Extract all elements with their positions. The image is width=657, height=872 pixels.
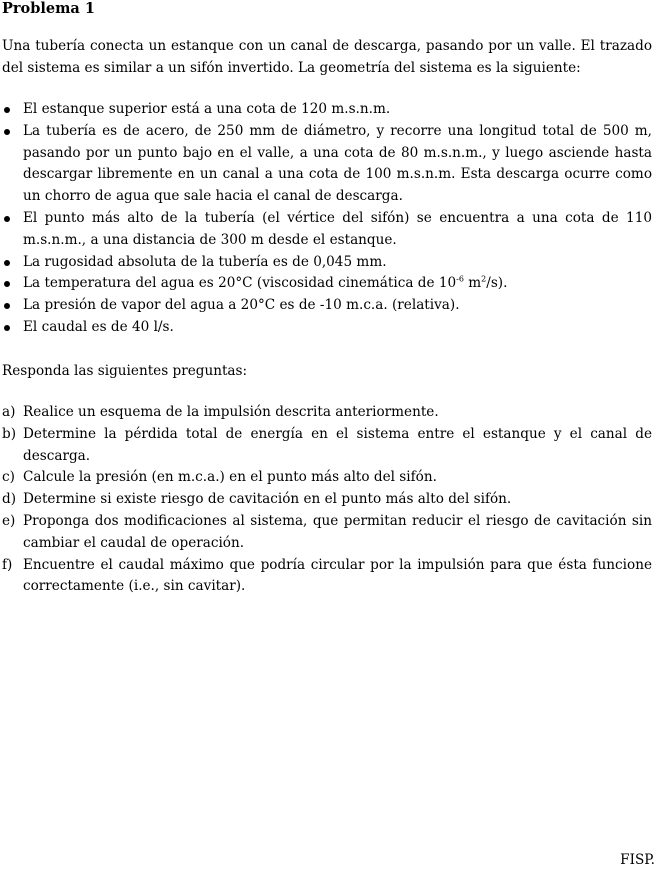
list-item [0,317,657,339]
question-letter: d) [2,491,17,508]
exponent: 2 [481,274,487,284]
list-item [0,208,657,252]
question-letter: b) [2,425,17,442]
list-item [0,252,657,274]
list-item [0,273,657,295]
question-letter: e) [2,512,16,529]
list-item-text: El punto más alto de la tubería (el vértice del sifón) se encuentra a una cota de 110 m.s.n.m., a una distancia de 300 m desde el estanque. [23,209,652,248]
bullet-icon [4,107,10,113]
list-item-text: El estanque superior está a una cota de 120 m.s.n.m. [23,101,391,117]
question-letter: f) [2,556,13,573]
question-text: Encuentre el caudal máximo que podría circular por la impulsión para que ésta funcione correctamente (i.e., sin cavitar). [23,556,652,595]
question-item [0,555,657,599]
bullet-icon [4,303,10,309]
question-text: Determine la pérdida total de energía en el sistema entre el estanque y el canal de descarga. [23,425,652,464]
exponent: -6 [456,274,464,284]
bullet-icon [4,129,10,135]
geometry-list [0,99,657,339]
list-item [0,99,657,121]
list-item-text: La tubería es de acero, de 250 mm de diámetro, y recorre una longitud total de 500 m, pasando por un punto bajo en el valle, a una cota de 80 m.s.n.m., y luego asciende hasta descargar libremente en un canal a una cota de 100 m.s.n.m. Esta descarga ocurre como un chorro de agua que sale hacia el canal de descarga. [23,122,652,205]
question-text: Calcule la presión (en m.c.a.) en el punto más alto del sifón. [23,469,437,486]
questions-list [0,402,657,598]
list-item-text: La rugosidad absoluta de la tubería es de 0,045 mm. [23,253,387,270]
list-item-text: La presión de vapor del agua a 20°C es de -10 m.c.a. (relativa). [23,297,460,314]
bullet-icon [4,281,10,287]
intro-paragraph: Una tubería conecta un estanque con un canal de descarga, pasando por un valle. El trazado del sistema es similar a un sifón invertido. La geometría del sistema es la siguiente: [2,38,652,76]
question-letter: a) [2,404,16,420]
question-item [0,424,657,468]
bullet-icon [4,260,10,266]
list-item-text: El caudal es de 40 l/s. [23,318,174,335]
question-letter: c) [2,469,15,486]
list-item [0,121,657,208]
bullet-icon [4,325,10,331]
question-text: Realice un esquema de la impulsión descrita anteriormente. [23,404,439,420]
question-item [0,467,657,489]
list-item [0,295,657,317]
temperature-text: La temperatura del agua es 20°C (viscosidad cinemática de $10^{-6}$ $m^2/s$). [23,274,508,292]
problem-title: Problema 1 [2,0,95,17]
question-text: Proponga dos modificaciones al sistema, que permitan reducir el riesgo de cavitación sin cambiar el caudal de operación. [23,512,652,551]
bullet-icon [4,216,10,222]
question-text: Determine si existe riesgo de cavitación en el punto más alto del sifón. [23,491,512,508]
question-item [0,511,657,555]
question-item [0,402,657,424]
questions-prompt: Responda las siguientes preguntas: [2,363,248,379]
footer-initials: FISP. [620,852,655,869]
question-item [0,489,657,511]
